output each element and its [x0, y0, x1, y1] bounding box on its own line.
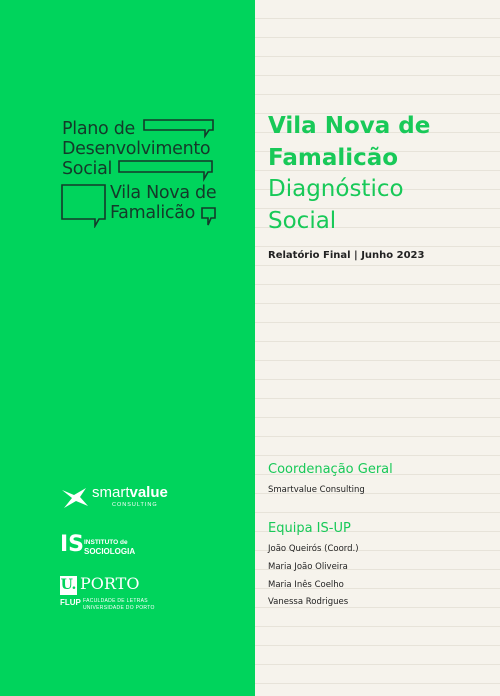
- flup-line-1: FACULDADE DE LETRAS: [83, 598, 148, 604]
- smartvalue-part-b: value: [129, 484, 168, 501]
- logo-line-5: Famalicão: [110, 203, 196, 223]
- speech-bubble-icon: [118, 160, 214, 182]
- is-line-1: INSTITUTO de: [84, 539, 128, 546]
- coordination-name: Smartvalue Consulting: [268, 485, 365, 495]
- smartvalue-consulting: CONSULTING: [112, 502, 158, 508]
- up-porto: PORTO: [80, 574, 140, 593]
- speech-bubble-icon: [143, 119, 215, 139]
- coordination-heading: Coordenação Geral: [268, 462, 393, 477]
- title-line-2: Famalicão: [268, 145, 399, 171]
- title-line-3: Diagnóstico: [268, 176, 404, 202]
- logo-line-3: Social: [62, 159, 113, 179]
- report-title-bold: [268, 110, 430, 174]
- title-line-4: Social: [268, 208, 337, 234]
- team-member: Maria João Oliveira: [268, 562, 348, 572]
- report-title-light: [268, 173, 404, 237]
- logo-line-4: Vila Nova de: [110, 183, 217, 203]
- star-burst-icon: [60, 486, 90, 510]
- flup-line-2: UNIVERSIDADE DO PORTO: [83, 605, 155, 611]
- flup-label: FLUP: [60, 598, 81, 607]
- speech-bubble-icon: [61, 184, 107, 228]
- team-heading: Equipa IS-UP: [268, 521, 351, 536]
- team-member: Maria Inês Coelho: [268, 580, 344, 590]
- logo-line-2: Desenvolvimento: [62, 139, 211, 159]
- team-member: João Queirós (Coord.): [268, 544, 359, 554]
- team-member: Vanessa Rodrigues: [268, 597, 349, 607]
- smartvalue-part-a: smart: [92, 484, 130, 501]
- title-line-1: Vila Nova de: [268, 113, 431, 139]
- logo-line-1: Plano de: [62, 119, 135, 139]
- report-subtitle: Relatório Final | Junho 2023: [268, 250, 425, 261]
- smartvalue-wordmark: [92, 484, 168, 501]
- is-letters: IS: [60, 532, 85, 557]
- cover-right-panel: [255, 0, 500, 696]
- up-letter: U.: [60, 577, 77, 593]
- speech-bubble-icon: [201, 207, 216, 227]
- is-line-2: SOCIOLOGIA: [84, 547, 136, 556]
